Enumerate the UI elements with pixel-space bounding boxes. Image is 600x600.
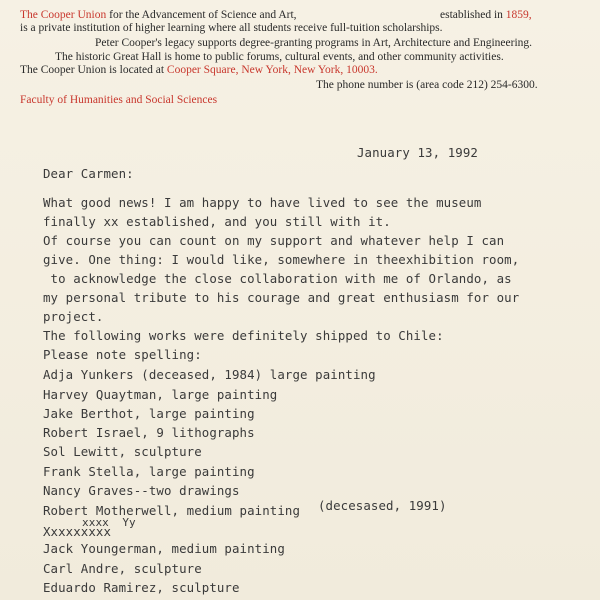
artwork-list-item: Jack Youngerman, medium painting xyxy=(43,541,285,556)
letterhead-line-1 xyxy=(20,8,297,22)
established-prefix: established in xyxy=(440,9,506,21)
overstrike-line: Xxxxxxxxx xyxy=(43,524,112,539)
letter-line: my personal tribute to his courage and great enthusiasm for our xyxy=(43,290,520,305)
salutation: Dear Carmen: xyxy=(43,166,134,181)
org-name: The Cooper Union xyxy=(20,9,107,21)
letterhead-line-2: is a private institution of higher learning where all students receive full-tuition scholarships. xyxy=(20,22,443,34)
letter-line: Please note spelling: xyxy=(43,347,202,362)
letter-line: What good news! I am happy to have lived to see the museum xyxy=(43,195,482,210)
artwork-list-item: Nancy Graves--two drawings xyxy=(43,483,240,498)
artwork-list-item: Eduardo Ramirez, sculpture xyxy=(43,580,240,595)
letterhead-line-3: Peter Cooper's legacy supports degree-granting programs in Art, Architecture and Engineering. xyxy=(95,37,533,49)
artwork-list-item: Adja Yunkers (deceased, 1984) large painting xyxy=(43,367,376,382)
letterhead-line-5 xyxy=(20,63,378,77)
artwork-list-item: Jake Berthot, large painting xyxy=(43,406,255,421)
letter-line: Of course you can count on my support and whatever help I can xyxy=(43,233,505,248)
overstrike-above: xxxx Yy xyxy=(82,516,136,529)
phone-prefix: The phone number is (area code xyxy=(316,79,467,91)
faculty-name: Faculty of Humanities and Social Sciences xyxy=(20,94,218,106)
letterhead-established xyxy=(440,8,532,22)
deceased-note: (decesased, 1991) xyxy=(318,498,447,513)
artwork-list-item: Harvey Quaytman, large painting xyxy=(43,387,278,402)
artwork-list-item: Robert Motherwell, medium painting xyxy=(43,503,301,518)
address: Cooper Square, New York, New York, 10003. xyxy=(166,64,378,76)
artwork-list-item: Carl Andre, sculpture xyxy=(43,561,202,576)
letterhead-line-5-prefix: The Cooper Union is located at xyxy=(20,64,167,76)
established-year: 1859, xyxy=(505,9,532,21)
letter-line: finally xx established, and you still with it. xyxy=(43,214,391,229)
artwork-list-item: Sol Lewitt, sculpture xyxy=(43,444,202,459)
letter-line: give. One thing: I would like, somewhere in theexhibition room, xyxy=(43,252,520,267)
letter-line: The following works were definitely shipped to Chile: xyxy=(43,328,444,343)
artwork-list-item: Frank Stella, large painting xyxy=(43,464,255,479)
letter-line: to acknowledge the close collaboration with me of Orlando, as xyxy=(43,271,512,286)
letterhead-line-6 xyxy=(316,78,538,92)
letterhead-line-4: The historic Great Hall is home to public forums, cultural events, and other community activities. xyxy=(55,51,504,63)
letter-line: project. xyxy=(43,309,104,324)
letter-date: January 13, 1992 xyxy=(357,145,478,160)
phone-number: 212) 254-6300. xyxy=(466,79,538,91)
letterhead-line-1-rest: for the Advancement of Science and Art, xyxy=(106,9,297,21)
artwork-list-item: Robert Israel, 9 lithographs xyxy=(43,425,255,440)
